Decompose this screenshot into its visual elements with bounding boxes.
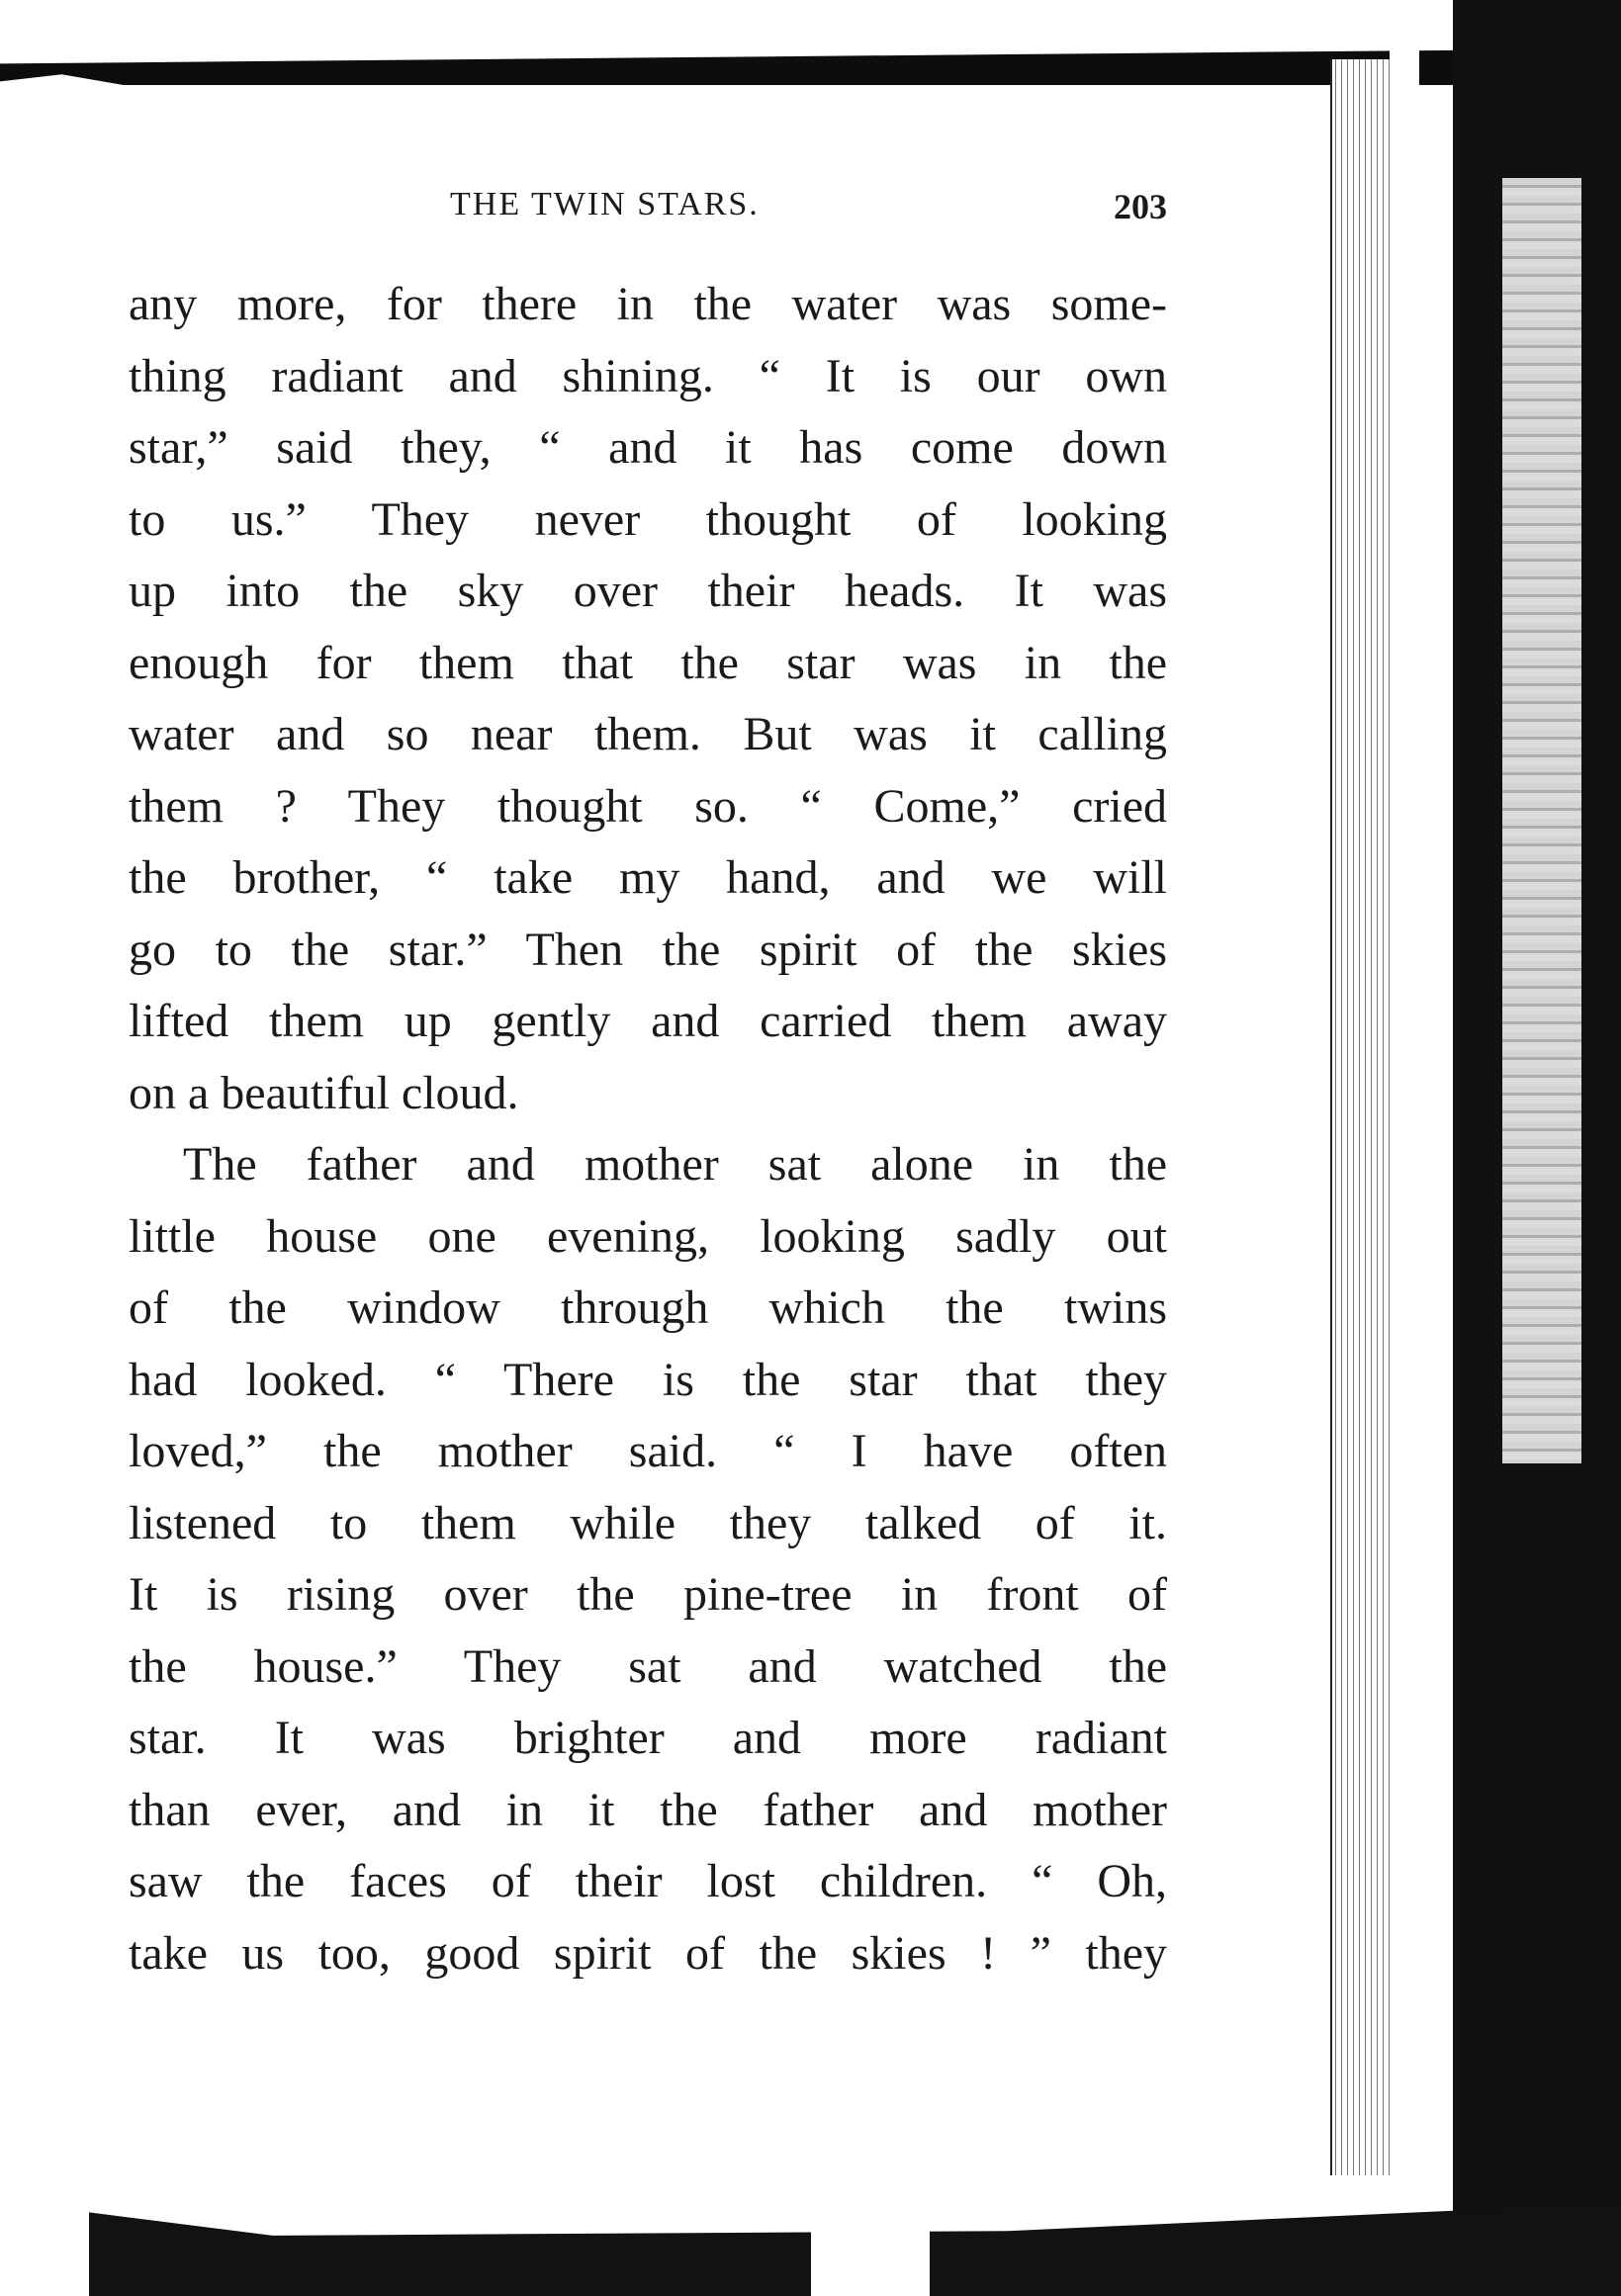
text-line: thing radiant and shining. “ It is our own xyxy=(129,349,1167,402)
text-line: go to the star.” Then the spirit of the skies xyxy=(129,923,1167,976)
text-line: on a beautiful cloud. xyxy=(129,1066,519,1119)
text-line: of the window through which the twins xyxy=(129,1281,1167,1334)
text-line: any more, for there in the water was some- xyxy=(129,278,1167,330)
body-text xyxy=(129,269,1167,1989)
text-line: star. It was brighter and more radiant xyxy=(129,1712,1167,1764)
text-line: had looked. “ There is the star that they xyxy=(129,1353,1167,1406)
text-line: water and so near them. But was it calling xyxy=(129,708,1167,760)
page-number: 203 xyxy=(1114,187,1167,226)
running-title: THE TWIN STARS. xyxy=(450,186,760,222)
text-line: to us.” They never thought of looking xyxy=(129,492,1167,546)
text-line: take us too, good spirit of the skies ! ” they xyxy=(129,1926,1167,1980)
running-head xyxy=(129,186,1167,235)
text-line: the house.” They sat and watched the xyxy=(129,1639,1167,1693)
text-line: listened to them while they talked of it. xyxy=(129,1496,1167,1549)
text-line: enough for them that the star was in the xyxy=(129,636,1167,689)
text-line: loved,” the mother said. “ I have often xyxy=(129,1425,1167,1477)
text-line: the brother, “ take my hand, and we will xyxy=(129,851,1167,904)
text-line: saw the faces of their lost children. “ Oh, xyxy=(129,1855,1167,1907)
text-line: up into the sky over their heads. It was xyxy=(129,565,1167,617)
text-line: little house one evening, looking sadly out xyxy=(129,1209,1167,1263)
text-line: star,” said they, “ and it has come down xyxy=(129,421,1167,474)
text-line: It is rising over the pine-tree in front of xyxy=(129,1568,1167,1621)
text-line: lifted them up gently and carried them away xyxy=(129,995,1167,1047)
text-line: The father and mother sat alone in the xyxy=(183,1138,1167,1191)
text-line: than ever, and in it the father and mother xyxy=(129,1783,1167,1836)
text-line: them ? They thought so. “ Come,” cried xyxy=(129,779,1167,833)
